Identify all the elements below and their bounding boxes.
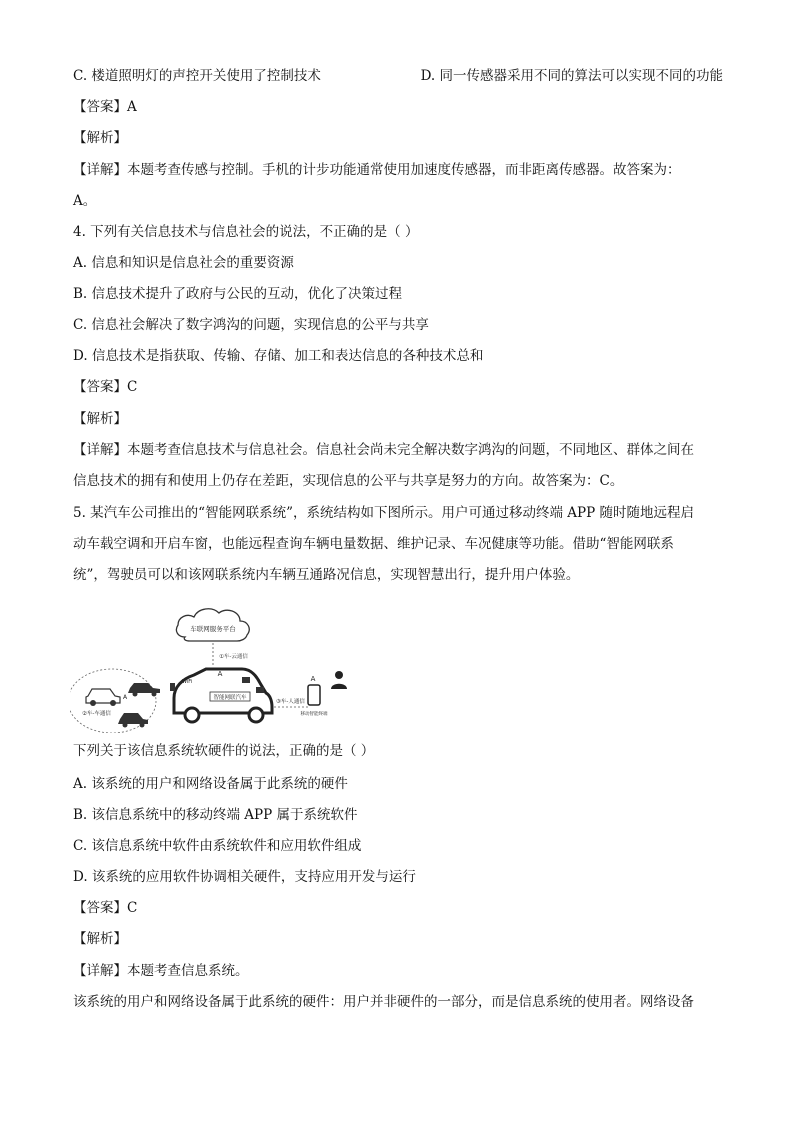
- signal-letter-left: A: [123, 694, 128, 701]
- q4-option-d: D. 信息技术是指获取、传输、存储、加工和表达信息的各种技术总和: [73, 348, 484, 364]
- q3-detail-line-1: 【详解】本题考查传感与控制。手机的计步功能通常使用加速度传感器，而非距离传感器。故答案为：: [73, 162, 681, 178]
- q4-detail-line-2: 信息技术的拥有和使用上仍存在差距，实现信息的公平与共享是努力的方向。故答案为：C。: [73, 473, 624, 489]
- v2p-label: ③车-人通信: [276, 699, 305, 705]
- signal-letter-mobile: A: [310, 675, 316, 683]
- q4-stem: 4. 下列有关信息技术与信息社会的说法，不正确的是（ ）: [73, 224, 419, 240]
- car-icon-left-3: [118, 713, 148, 728]
- signal-letter-car: A: [217, 670, 223, 678]
- q5-stem-line-1: 5. 某汽车公司推出的“智能网联系统”，系统结构如下图所示。用户可通过移动终端 APP 随时随地远程启: [73, 505, 694, 521]
- camera-icon: [256, 687, 264, 693]
- q4-option-b: B. 信息技术提升了政府与公民的互动，优化了决策过程: [73, 286, 403, 302]
- q5-question: 下列关于该信息系统软硬件的说法，正确的是（ ）: [73, 743, 375, 759]
- battery-icon: [242, 677, 250, 683]
- q4-answer: 【答案】C: [73, 379, 138, 395]
- car-icon-left-2: [128, 683, 160, 697]
- q3-analysis-title: 【解析】: [73, 130, 127, 146]
- q3-option-d: D. 同一传感器采用不同的算法可以实现不同的功能: [420, 68, 723, 84]
- q5-option-d: D. 该系统的应用软件协调相关硬件，支持应用开发与运行: [73, 869, 416, 885]
- q4-option-a: A. 信息和知识是信息社会的重要资源: [73, 255, 294, 271]
- q5-analysis-title: 【解析】: [73, 931, 127, 947]
- cloud-label: 车联网服务平台: [190, 625, 236, 633]
- q5-stem-line-2: 动车载空调和开启车窗，也能远程查询车辆电量数据、维护记录、车况健康等功能。借助“智能网联系: [73, 536, 674, 552]
- q3-option-c: C. 楼道照明灯的声控开关使用了控制技术: [73, 68, 321, 84]
- bluetooth-icon: [170, 683, 175, 691]
- q5-detail-line-2: 该系统的用户和网络设备属于此系统的硬件：用户并非硬件的一部分，而是信息系统的使用者。网络设备: [73, 994, 694, 1010]
- q5-answer: 【答案】C: [73, 900, 138, 916]
- wifi-label: WiFi: [182, 679, 193, 685]
- q4-detail-line-1: 【详解】本题考查信息技术与信息社会。信息社会尚未完全解决数字鸿沟的问题，不同地区、群体之间在: [73, 442, 694, 458]
- connected-vehicle-diagram: [70, 603, 370, 733]
- person-icon: [331, 671, 347, 689]
- mobile-label: 移动智能终端: [300, 712, 328, 717]
- q3-answer: 【答案】A: [73, 99, 137, 115]
- q5-stem-line-3: 统”，驾驶员可以和该网联系统内车辆互通路况信息，实现智慧出行，提升用户体验。: [73, 567, 580, 583]
- q4-analysis-title: 【解析】: [73, 411, 127, 427]
- q5-detail-line-1: 【详解】本题考查信息系统。: [73, 963, 249, 979]
- q3-detail-line-2: A。: [73, 193, 97, 209]
- q5-option-b: B. 该信息系统中的移动终端 APP 属于系统软件: [73, 807, 358, 823]
- q5-option-c: C. 该信息系统中软件由系统软件和应用软件组成: [73, 838, 362, 854]
- v2c-label: ①车-云通信: [219, 654, 248, 660]
- mobile-phone-icon: [308, 685, 320, 705]
- q4-option-c: C. 信息社会解决了数字鸿沟的问题，实现信息的公平与共享: [73, 317, 429, 333]
- v2v-label: ②车-车通信: [82, 711, 111, 717]
- car-icon-left-1: [86, 689, 120, 706]
- car-label: 智能网联汽车: [213, 695, 247, 701]
- q5-option-a: A. 该系统的用户和网络设备属于此系统的硬件: [73, 776, 348, 792]
- q3-options-row: [73, 67, 723, 85]
